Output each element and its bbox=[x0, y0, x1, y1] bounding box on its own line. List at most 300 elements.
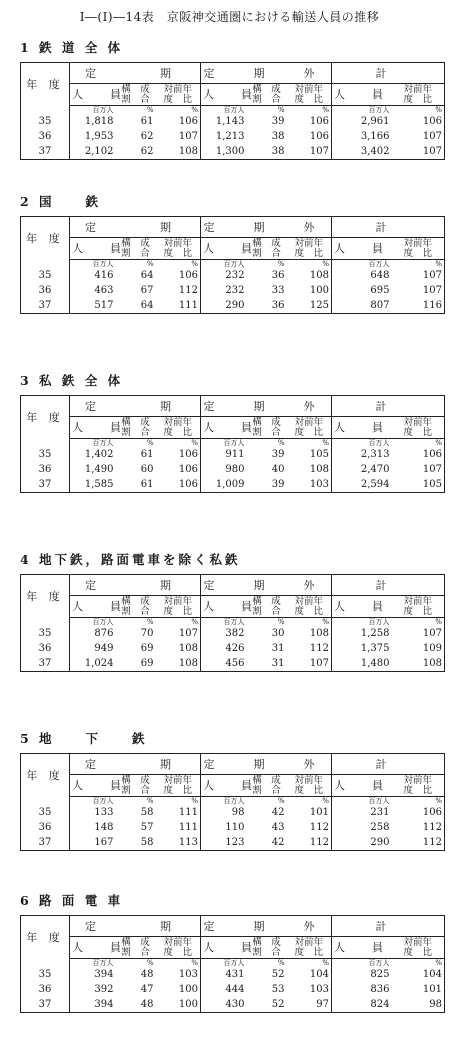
value-cell: 98 bbox=[231, 807, 245, 818]
value-cell: 31 bbox=[271, 658, 285, 669]
value-cell: 456 bbox=[225, 658, 245, 669]
value-cell: 39 bbox=[271, 479, 285, 490]
value-cell: 463 bbox=[94, 285, 114, 296]
unit-spacer bbox=[21, 618, 70, 627]
group-header: 計 bbox=[332, 575, 445, 596]
value-cell: 112 bbox=[156, 283, 201, 298]
subheader-row bbox=[21, 417, 445, 439]
table-row bbox=[21, 967, 445, 982]
value-cell: 58 bbox=[140, 807, 154, 818]
value-cell: 1,402 bbox=[84, 449, 114, 460]
group-header: 計 bbox=[332, 63, 445, 84]
value-cell: 38 bbox=[271, 131, 285, 142]
people-header: 人 員 bbox=[332, 596, 392, 618]
people-header: 人 員 bbox=[201, 775, 247, 797]
group-header: 定 期 外 bbox=[201, 575, 332, 596]
unit-label-percent: % bbox=[392, 260, 445, 269]
value-cell: 116 bbox=[392, 298, 445, 314]
composition-header: 構 成 割 合 bbox=[116, 596, 156, 618]
value-cell: 980 bbox=[225, 464, 245, 475]
value-cell: 2,313 bbox=[360, 449, 390, 460]
value-cell: 232 bbox=[225, 270, 245, 281]
value-cell: 106 bbox=[156, 477, 201, 493]
value-cell: 52 bbox=[271, 969, 285, 980]
table-row bbox=[21, 641, 445, 656]
people-header: 人 員 bbox=[201, 937, 247, 959]
year-cell: 37 bbox=[21, 477, 70, 493]
value-cell: 107 bbox=[392, 268, 445, 283]
unit-label-percent: % bbox=[156, 959, 201, 968]
value-cell: 2,470 bbox=[360, 464, 390, 475]
value-cell: 106 bbox=[287, 114, 332, 129]
people-header: 人 員 bbox=[70, 417, 116, 439]
table-row bbox=[21, 477, 445, 493]
value-cell: 62 bbox=[140, 131, 154, 142]
table-row bbox=[21, 114, 445, 129]
unit-label-percent: % bbox=[156, 618, 201, 627]
header-row bbox=[21, 754, 445, 775]
section-title: 4 地下鉄，路面電車を除く私鉄 bbox=[20, 552, 241, 567]
subheader-row bbox=[21, 937, 445, 959]
value-cell: 106 bbox=[392, 114, 445, 129]
value-cell: 112 bbox=[392, 820, 445, 835]
unit-label-percent: % bbox=[287, 260, 332, 269]
group-header: 定 期 bbox=[70, 916, 201, 937]
value-cell: 104 bbox=[287, 967, 332, 982]
value-cell: 125 bbox=[287, 298, 332, 314]
value-cell: 911 bbox=[225, 449, 245, 460]
unit-label-percent: % bbox=[156, 260, 201, 269]
yoy-header: 対前年 度 比 bbox=[287, 937, 332, 959]
year-cell: 36 bbox=[21, 129, 70, 144]
unit-label-people: 百万人 bbox=[223, 958, 245, 967]
value-cell: 112 bbox=[287, 641, 332, 656]
yoy-header: 対前年 度 比 bbox=[287, 238, 332, 260]
value-cell: 31 bbox=[271, 643, 285, 654]
value-cell: 290 bbox=[225, 300, 245, 311]
value-cell: 103 bbox=[156, 967, 201, 982]
yoy-header: 対前年 度 比 bbox=[287, 84, 332, 106]
year-cell: 35 bbox=[21, 805, 70, 820]
table-row bbox=[21, 283, 445, 298]
unit-spacer bbox=[21, 797, 70, 806]
value-cell: 105 bbox=[287, 447, 332, 462]
table-row bbox=[21, 462, 445, 477]
composition-header: 構 成 割 合 bbox=[116, 238, 156, 260]
value-cell: 61 bbox=[140, 479, 154, 490]
people-header: 人 員 bbox=[332, 417, 392, 439]
unit-label-percent: % bbox=[287, 618, 332, 627]
value-cell: 382 bbox=[225, 628, 245, 639]
year-cell: 35 bbox=[21, 114, 70, 129]
value-cell: 100 bbox=[156, 982, 201, 997]
value-cell: 108 bbox=[156, 641, 201, 656]
yoy-header: 対前年 度 比 bbox=[392, 238, 445, 260]
yoy-header: 対前年 度 比 bbox=[287, 417, 332, 439]
value-cell: 112 bbox=[287, 835, 332, 851]
yoy-header: 対前年 度 比 bbox=[156, 937, 201, 959]
value-cell: 100 bbox=[156, 997, 201, 1013]
year-cell: 36 bbox=[21, 283, 70, 298]
year-cell: 37 bbox=[21, 835, 70, 851]
unit-label-people: 百万人 bbox=[223, 617, 245, 626]
table-row bbox=[21, 805, 445, 820]
year-cell: 37 bbox=[21, 298, 70, 314]
value-cell: 807 bbox=[370, 300, 390, 311]
value-cell: 42 bbox=[271, 807, 285, 818]
unit-label-percent: % bbox=[156, 106, 201, 115]
value-cell: 1,009 bbox=[215, 479, 245, 490]
value-cell: 836 bbox=[370, 984, 390, 995]
value-cell: 60 bbox=[140, 464, 154, 475]
value-cell: 108 bbox=[156, 656, 201, 672]
unit-label-percent: % bbox=[392, 106, 445, 115]
value-cell: 232 bbox=[225, 285, 245, 296]
unit-label-percent: % bbox=[287, 439, 332, 448]
unit-label-percent: % bbox=[392, 797, 445, 806]
year-header: 年 度 bbox=[21, 916, 70, 959]
yoy-header: 対前年 度 比 bbox=[392, 775, 445, 797]
unit-label-percent: % bbox=[287, 797, 332, 806]
value-cell: 107 bbox=[156, 129, 201, 144]
unit-label-percent: % bbox=[287, 106, 332, 115]
composition-header: 構 成 割 合 bbox=[247, 775, 287, 797]
subheader-row bbox=[21, 84, 445, 106]
people-header: 人 員 bbox=[332, 238, 392, 260]
value-cell: 258 bbox=[370, 822, 390, 833]
value-cell: 2,961 bbox=[360, 116, 390, 127]
unit-label-percent: % bbox=[156, 797, 201, 806]
value-cell: 110 bbox=[225, 822, 245, 833]
unit-label-percent: % bbox=[392, 439, 445, 448]
value-cell: 52 bbox=[271, 999, 285, 1010]
section-title: 2 国 鉄 bbox=[20, 194, 102, 209]
people-header: 人 員 bbox=[70, 596, 116, 618]
value-cell: 231 bbox=[370, 807, 390, 818]
table-row bbox=[21, 298, 445, 314]
year-cell: 36 bbox=[21, 982, 70, 997]
value-cell: 39 bbox=[271, 449, 285, 460]
value-cell: 111 bbox=[156, 805, 201, 820]
data-table bbox=[20, 62, 445, 160]
table-row bbox=[21, 820, 445, 835]
unit-label-people: 百万人 bbox=[92, 438, 114, 447]
value-cell: 108 bbox=[287, 626, 332, 641]
value-cell: 69 bbox=[140, 643, 154, 654]
subheader-row bbox=[21, 596, 445, 618]
value-cell: 1,258 bbox=[360, 628, 390, 639]
unit-label-people: 百万人 bbox=[223, 438, 245, 447]
value-cell: 105 bbox=[392, 477, 445, 493]
value-cell: 517 bbox=[94, 300, 114, 311]
group-header: 定 期 外 bbox=[201, 396, 332, 417]
unit-label-people: 百万人 bbox=[223, 796, 245, 805]
year-cell: 35 bbox=[21, 626, 70, 641]
value-cell: 1,213 bbox=[215, 131, 245, 142]
value-cell: 107 bbox=[287, 656, 332, 672]
unit-row bbox=[21, 797, 445, 806]
value-cell: 58 bbox=[140, 837, 154, 848]
unit-label-percent: % bbox=[277, 617, 285, 626]
value-cell: 108 bbox=[156, 144, 201, 160]
value-cell: 1,818 bbox=[84, 116, 114, 127]
value-cell: 103 bbox=[287, 982, 332, 997]
composition-header: 構 成 割 合 bbox=[247, 238, 287, 260]
value-cell: 107 bbox=[392, 144, 445, 160]
value-cell: 42 bbox=[271, 837, 285, 848]
unit-label-percent: % bbox=[146, 617, 154, 626]
data-table bbox=[20, 753, 445, 851]
value-cell: 48 bbox=[140, 999, 154, 1010]
value-cell: 112 bbox=[287, 820, 332, 835]
people-header: 人 員 bbox=[201, 84, 247, 106]
value-cell: 103 bbox=[287, 477, 332, 493]
value-cell: 1,375 bbox=[360, 643, 390, 654]
value-cell: 100 bbox=[287, 283, 332, 298]
value-cell: 133 bbox=[94, 807, 114, 818]
year-cell: 37 bbox=[21, 997, 70, 1013]
unit-label-people: 百万人 bbox=[368, 617, 390, 626]
value-cell: 64 bbox=[140, 270, 154, 281]
unit-label-percent: % bbox=[277, 796, 285, 805]
value-cell: 106 bbox=[156, 447, 201, 462]
group-header: 定 期 bbox=[70, 63, 201, 84]
yoy-header: 対前年 度 比 bbox=[392, 937, 445, 959]
header-row bbox=[21, 575, 445, 596]
value-cell: 290 bbox=[370, 837, 390, 848]
yoy-header: 対前年 度 比 bbox=[392, 417, 445, 439]
value-cell: 824 bbox=[370, 999, 390, 1010]
unit-row bbox=[21, 260, 445, 269]
group-header: 定 期 bbox=[70, 217, 201, 238]
value-cell: 430 bbox=[225, 999, 245, 1010]
composition-header: 構 成 割 合 bbox=[247, 596, 287, 618]
value-cell: 111 bbox=[156, 820, 201, 835]
year-header: 年 度 bbox=[21, 754, 70, 797]
value-cell: 107 bbox=[392, 283, 445, 298]
value-cell: 30 bbox=[271, 628, 285, 639]
unit-spacer bbox=[21, 260, 70, 269]
header-row bbox=[21, 217, 445, 238]
header-row bbox=[21, 396, 445, 417]
table-row bbox=[21, 268, 445, 283]
group-header: 定 期 外 bbox=[201, 63, 332, 84]
value-cell: 949 bbox=[94, 643, 114, 654]
table-row bbox=[21, 982, 445, 997]
data-table bbox=[20, 574, 445, 672]
unit-label-people: 百万人 bbox=[368, 958, 390, 967]
composition-header: 構 成 割 合 bbox=[116, 937, 156, 959]
value-cell: 106 bbox=[156, 462, 201, 477]
value-cell: 1,143 bbox=[215, 116, 245, 127]
group-header: 定 期 外 bbox=[201, 916, 332, 937]
section-title: 1 鉄 道 全 体 bbox=[20, 40, 124, 55]
value-cell: 36 bbox=[271, 300, 285, 311]
group-header: 計 bbox=[332, 217, 445, 238]
unit-label-people: 百万人 bbox=[92, 105, 114, 114]
value-cell: 106 bbox=[156, 268, 201, 283]
value-cell: 123 bbox=[225, 837, 245, 848]
unit-row bbox=[21, 106, 445, 115]
unit-label-percent: % bbox=[146, 259, 154, 268]
unit-spacer bbox=[21, 959, 70, 968]
value-cell: 106 bbox=[392, 805, 445, 820]
unit-label-people: 百万人 bbox=[368, 796, 390, 805]
yoy-header: 対前年 度 比 bbox=[156, 775, 201, 797]
year-cell: 35 bbox=[21, 967, 70, 982]
composition-header: 構 成 割 合 bbox=[116, 84, 156, 106]
value-cell: 1,480 bbox=[360, 658, 390, 669]
value-cell: 39 bbox=[271, 116, 285, 127]
value-cell: 108 bbox=[287, 268, 332, 283]
unit-row bbox=[21, 618, 445, 627]
value-cell: 43 bbox=[271, 822, 285, 833]
value-cell: 70 bbox=[140, 628, 154, 639]
unit-label-people: 百万人 bbox=[92, 259, 114, 268]
unit-label-percent: % bbox=[146, 438, 154, 447]
yoy-header: 対前年 度 比 bbox=[392, 596, 445, 618]
value-cell: 2,594 bbox=[360, 479, 390, 490]
value-cell: 1,953 bbox=[84, 131, 114, 142]
value-cell: 444 bbox=[225, 984, 245, 995]
section-title: 3 私 鉄 全 体 bbox=[20, 373, 124, 388]
unit-label-percent: % bbox=[277, 259, 285, 268]
section-title: 6 路 面 電 車 bbox=[20, 893, 124, 908]
unit-label-percent: % bbox=[392, 959, 445, 968]
yoy-header: 対前年 度 比 bbox=[287, 775, 332, 797]
table-row bbox=[21, 626, 445, 641]
value-cell: 648 bbox=[370, 270, 390, 281]
value-cell: 107 bbox=[287, 144, 332, 160]
year-cell: 36 bbox=[21, 462, 70, 477]
yoy-header: 対前年 度 比 bbox=[156, 84, 201, 106]
value-cell: 394 bbox=[94, 999, 114, 1010]
value-cell: 40 bbox=[271, 464, 285, 475]
value-cell: 97 bbox=[287, 997, 332, 1013]
value-cell: 113 bbox=[156, 835, 201, 851]
people-header: 人 員 bbox=[201, 417, 247, 439]
value-cell: 108 bbox=[287, 462, 332, 477]
page-title: Ⅰ―(Ⅰ)―14表 京阪神交通圏における輸送人員の推移 bbox=[79, 10, 380, 24]
table-row bbox=[21, 656, 445, 672]
value-cell: 53 bbox=[271, 984, 285, 995]
header-row bbox=[21, 916, 445, 937]
value-cell: 107 bbox=[156, 626, 201, 641]
value-cell: 416 bbox=[94, 270, 114, 281]
value-cell: 38 bbox=[271, 146, 285, 157]
value-cell: 57 bbox=[140, 822, 154, 833]
data-table bbox=[20, 395, 445, 493]
unit-label-percent: % bbox=[277, 105, 285, 114]
value-cell: 101 bbox=[392, 982, 445, 997]
value-cell: 36 bbox=[271, 270, 285, 281]
value-cell: 111 bbox=[156, 298, 201, 314]
people-header: 人 員 bbox=[201, 596, 247, 618]
value-cell: 426 bbox=[225, 643, 245, 654]
value-cell: 108 bbox=[392, 656, 445, 672]
unit-label-people: 百万人 bbox=[368, 105, 390, 114]
value-cell: 33 bbox=[271, 285, 285, 296]
value-cell: 101 bbox=[287, 805, 332, 820]
value-cell: 47 bbox=[140, 984, 154, 995]
value-cell: 825 bbox=[370, 969, 390, 980]
unit-label-percent: % bbox=[156, 439, 201, 448]
subheader-row bbox=[21, 775, 445, 797]
value-cell: 112 bbox=[392, 835, 445, 851]
unit-spacer bbox=[21, 106, 70, 115]
group-header: 計 bbox=[332, 396, 445, 417]
unit-label-percent: % bbox=[146, 796, 154, 805]
value-cell: 104 bbox=[392, 967, 445, 982]
value-cell: 876 bbox=[94, 628, 114, 639]
yoy-header: 対前年 度 比 bbox=[156, 417, 201, 439]
group-header: 計 bbox=[332, 754, 445, 775]
value-cell: 167 bbox=[94, 837, 114, 848]
year-cell: 35 bbox=[21, 447, 70, 462]
value-cell: 394 bbox=[94, 969, 114, 980]
value-cell: 1,024 bbox=[84, 658, 114, 669]
value-cell: 61 bbox=[140, 449, 154, 460]
group-header: 定 期 bbox=[70, 754, 201, 775]
year-header: 年 度 bbox=[21, 575, 70, 618]
composition-header: 構 成 割 合 bbox=[116, 417, 156, 439]
people-header: 人 員 bbox=[332, 84, 392, 106]
header-row bbox=[21, 63, 445, 84]
value-cell: 695 bbox=[370, 285, 390, 296]
value-cell: 392 bbox=[94, 984, 114, 995]
unit-label-people: 百万人 bbox=[92, 617, 114, 626]
table-row bbox=[21, 447, 445, 462]
people-header: 人 員 bbox=[332, 775, 392, 797]
section-title: 5 地 下 鉄 bbox=[20, 731, 148, 746]
data-table bbox=[20, 915, 445, 1013]
unit-label-people: 百万人 bbox=[92, 796, 114, 805]
people-header: 人 員 bbox=[70, 84, 116, 106]
subheader-row bbox=[21, 238, 445, 260]
table-row bbox=[21, 144, 445, 160]
unit-label-people: 百万人 bbox=[368, 438, 390, 447]
table-row bbox=[21, 129, 445, 144]
unit-label-people: 百万人 bbox=[368, 259, 390, 268]
unit-row bbox=[21, 959, 445, 968]
group-header: 定 期 外 bbox=[201, 217, 332, 238]
unit-label-people: 百万人 bbox=[223, 259, 245, 268]
composition-header: 構 成 割 合 bbox=[247, 417, 287, 439]
value-cell: 431 bbox=[225, 969, 245, 980]
unit-label-percent: % bbox=[392, 618, 445, 627]
value-cell: 98 bbox=[392, 997, 445, 1013]
yoy-header: 対前年 度 比 bbox=[156, 238, 201, 260]
year-header: 年 度 bbox=[21, 396, 70, 439]
value-cell: 1,300 bbox=[215, 146, 245, 157]
value-cell: 3,402 bbox=[360, 146, 390, 157]
unit-spacer bbox=[21, 439, 70, 448]
group-header: 定 期 外 bbox=[201, 754, 332, 775]
value-cell: 106 bbox=[156, 114, 201, 129]
value-cell: 2,102 bbox=[84, 146, 114, 157]
unit-label-percent: % bbox=[287, 959, 332, 968]
group-header: 計 bbox=[332, 916, 445, 937]
people-header: 人 員 bbox=[201, 238, 247, 260]
yoy-header: 対前年 度 比 bbox=[287, 596, 332, 618]
value-cell: 61 bbox=[140, 116, 154, 127]
value-cell: 106 bbox=[287, 129, 332, 144]
value-cell: 67 bbox=[140, 285, 154, 296]
unit-label-people: 百万人 bbox=[223, 105, 245, 114]
year-cell: 37 bbox=[21, 656, 70, 672]
value-cell: 69 bbox=[140, 658, 154, 669]
value-cell: 107 bbox=[392, 626, 445, 641]
